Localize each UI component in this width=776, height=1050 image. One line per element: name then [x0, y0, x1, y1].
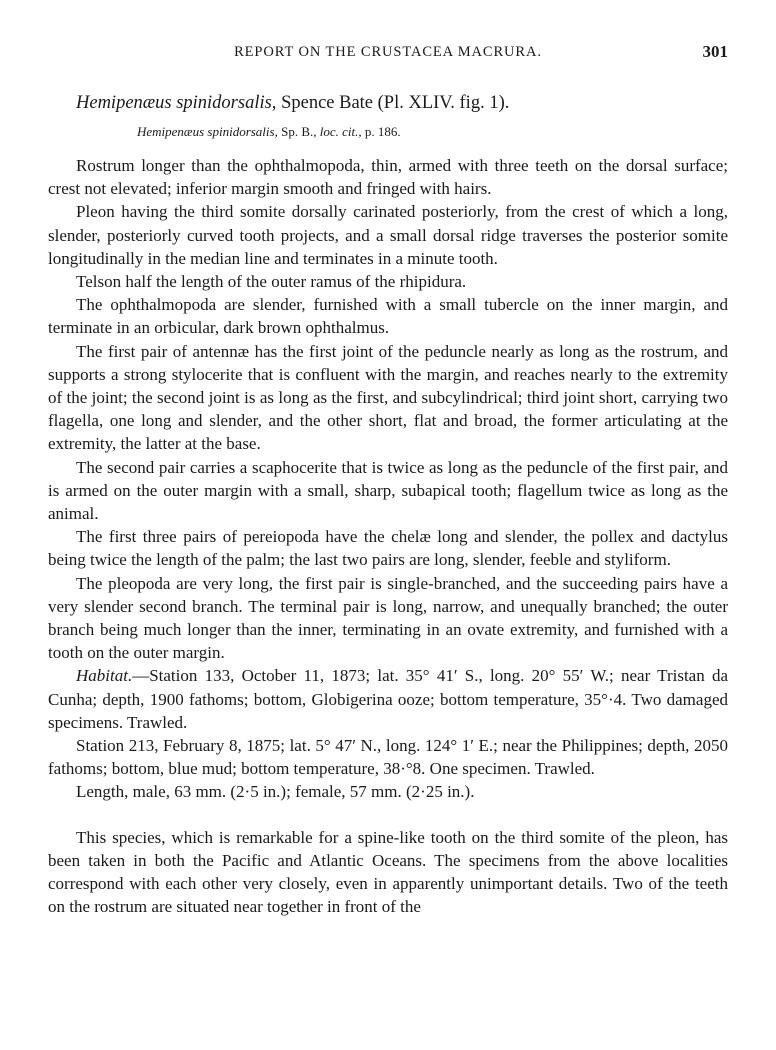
paragraph-rostrum: Rostrum longer than the ophthalmopoda, thin, armed with three teeth on the dorsal surface; crest not elevated; inferior margin smooth and fringed with hairs.	[48, 156, 728, 199]
paragraph-pleon: Pleon having the third somite dorsally carinated posteriorly, from the crest of which a long, slender, posteriorly curved tooth projects, and a small dorsal ridge traverses the posterior somite longitudinally in the median line and terminates in a minute tooth.	[48, 202, 728, 268]
synonym-name: Hemipenæus spinidorsalis,	[137, 124, 278, 139]
paragraph-ophthalmopoda: The ophthalmopoda are slender, furnished with a small tubercle on the inner margin, and terminate in an orbicular, dark brown ophthalmus.	[48, 295, 728, 338]
species-title	[76, 93, 736, 114]
paragraph-telson: Telson half the length of the outer ramus of the rhipidura.	[76, 272, 467, 292]
paragraph-pleopoda: The pleopoda are very long, the first pair is single-branched, and the succeeding pairs have a very slender second branch. The terminal pair is long, narrow, and unequally branched; the outer branch being much longer than the inner, terminating in an ovate extremity, and furnished with a tooth on the outer margin.	[48, 573, 728, 663]
species-name: Hemipenæus spinidorsalis,	[76, 93, 277, 113]
running-title: REPORT ON THE CRUSTACEA MACRURA.	[234, 44, 542, 60]
paragraph-habitat	[48, 664, 728, 734]
synonym-author: Sp. B.,	[277, 124, 320, 139]
species-author-plate: Spence Bate (Pl. XLIV. fig. 1).	[276, 93, 510, 113]
paragraph-length: Length, male, 63 mm. (2·5 in.); female, 57 mm. (2·25 in.).	[76, 782, 475, 802]
paragraph-pereiopoda: The first three pairs of pereiopoda have the chelæ long and slender, the pollex and dactylus being twice the length of the palm; the last two pairs are long, slender, feeble and styliform.	[48, 527, 728, 570]
paragraph-first-antennae: The first pair of antennæ has the first joint of the peduncle nearly as long as the rostrum, and supports a strong stylocerite that is confluent with the margin, and reaches nearly to the extremity of the joint; the second joint is as long as the first, and subcylindrical; third joint short, carrying two flagella, one long and slender, and the other short, flat and broad, the former articulating at the extremity, the latter at the base.	[48, 341, 728, 454]
habitat-label: Habitat.	[76, 666, 133, 686]
paragraph-second-pair: The second pair carries a scaphocerite that is twice as long as the peduncle of the first pair, and is armed on the outer margin with a small, sharp, subapical tooth; flagellum twice as long as the animal.	[48, 457, 728, 524]
habitat-text: —Station 133, October 11, 1873; lat. 35° 41′ S., long. 20° 55′ W.; near Tristan da Cunha; depth, 1900 fathoms; bottom, Globigerina ooze; bottom temperature, 35°·4. Two damaged specimens. Trawled.	[48, 666, 728, 732]
body-text	[48, 154, 728, 919]
paragraph-station-213: Station 213, February 8, 1875; lat. 5° 47′ N., long. 124° 1′ E.; near the Philippines; depth, 2050 fathoms; bottom, blue mud; bottom temperature, 38·°8. One specimen. Trawled.	[48, 736, 728, 779]
synonym-page: p. 186.	[361, 124, 401, 139]
page-number: 301	[702, 42, 728, 61]
paragraph-remarks: This species, which is remarkable for a spine-like tooth on the third somite of the pleon, has been taken in both the Pacific and Atlantic Oceans. The specimens from the above localities correspond with each other very closely, even in apparently unimportant details. Two of the teeth on the rostrum are situated near together in front of the	[48, 827, 728, 917]
synonym-citation: loc. cit.,	[319, 124, 362, 139]
synonymy-reference	[137, 124, 401, 140]
